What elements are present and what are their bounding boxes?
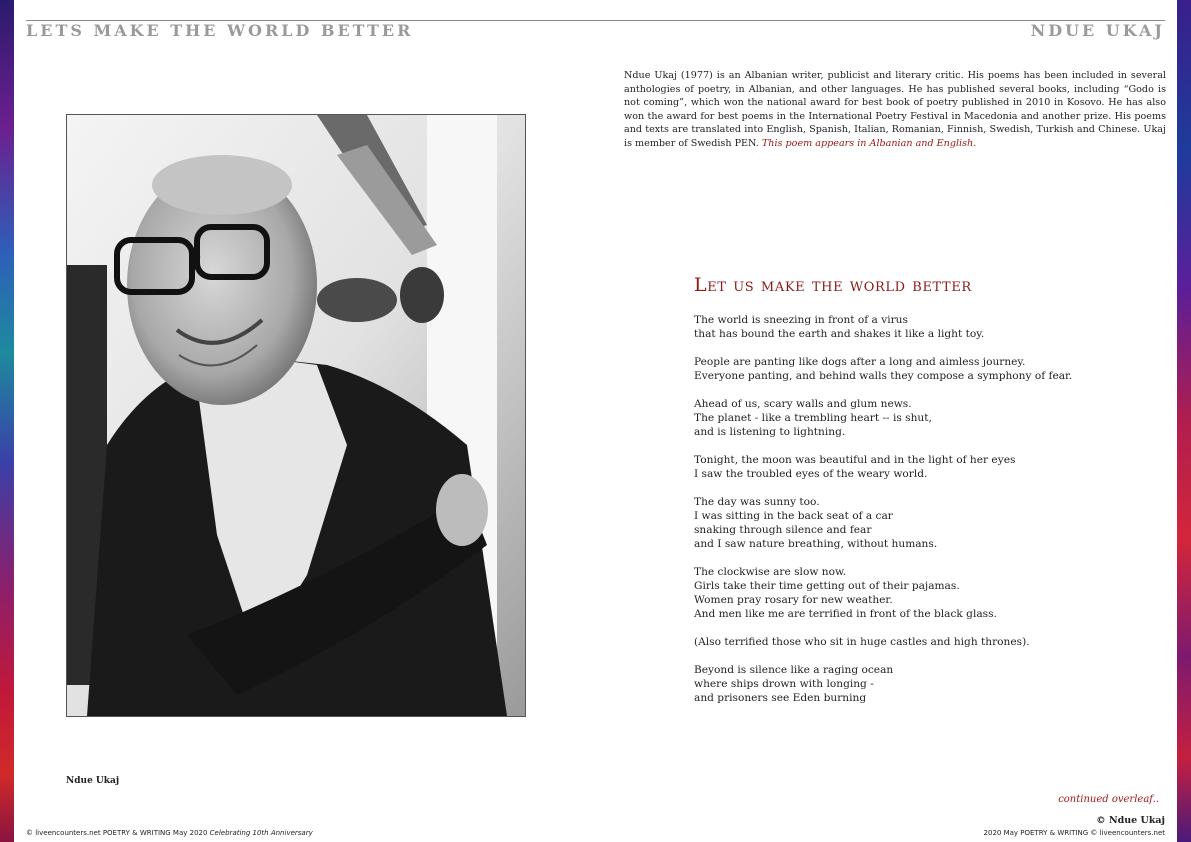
poem-line: I saw the troubled eyes of the weary world. xyxy=(694,468,928,480)
poem-line: The world is sneezing in front of a virus xyxy=(694,314,908,326)
poem-line: (Also terrified those who sit in huge castles and high thrones). xyxy=(694,636,1030,648)
poem-body xyxy=(694,313,1154,719)
magazine-page xyxy=(14,0,1177,842)
poem-line: Beyond is silence like a raging ocean xyxy=(694,664,894,676)
poem-stanza xyxy=(694,495,1154,551)
poem-stanza xyxy=(694,663,1154,705)
poem-line: I was sitting in the back seat of a car xyxy=(694,510,893,522)
poem-line: and is listening to lightning. xyxy=(694,426,846,438)
author-photo xyxy=(66,114,526,717)
portrait-illustration xyxy=(67,115,525,716)
poem-stanza xyxy=(694,453,1154,481)
poem-line: and I saw nature breathing, without humans. xyxy=(694,538,938,550)
poem-line: snaking through silence and fear xyxy=(694,524,872,536)
poem-line: Tonight, the moon was beautiful and in the light of her eyes xyxy=(694,454,1016,466)
poem-line: People are panting like dogs after a long and aimless journey. xyxy=(694,356,1026,368)
poem-stanza xyxy=(694,313,1154,341)
footer-right: 2020 May POETRY & WRITING © liveencounters.net xyxy=(983,829,1165,837)
author-header: NDUE UKAJ xyxy=(1030,21,1165,40)
poem-stanza xyxy=(694,355,1154,383)
author-bio xyxy=(624,69,1166,151)
left-decorative-edge xyxy=(0,0,14,842)
poem-line: The clockwise are slow now. xyxy=(694,566,847,578)
photo-caption: Ndue Ukaj xyxy=(66,776,120,786)
poem-line: and prisoners see Eden burning xyxy=(694,692,867,704)
bio-note: This poem appears in Albanian and English. xyxy=(761,137,977,149)
poem-line: where ships drown with longing - xyxy=(694,678,874,690)
bio-text: Ndue Ukaj (1977) is an Albanian writer, publicist and literary critic. His poems has been included in several anthologies of poetry, in Albanian, and other languages. He has published several books, including “Godo is not coming”, which won the national award for best book of poetry published in 2010 in Kosovo. He has also won the award for best poems in the International Poetry Festival in Macedonia and another prize. His poems and texts are translated into English, Spanish, Italian, Romanian, Finnish, Swedish, Turkish and Chinese. Ukaj is member of Swedish PEN. xyxy=(624,70,1166,149)
poem-line: Everyone panting, and behind walls they compose a symphony of fear. xyxy=(694,370,1073,382)
footer-anniversary: Celebrating 10th Anniversary xyxy=(209,829,313,837)
poem-line: Ahead of us, scary walls and glum news. xyxy=(694,398,912,410)
poem-line: Girls take their time getting out of their pajamas. xyxy=(694,580,960,592)
continued-note: continued overleaf.. xyxy=(1058,794,1159,805)
poem-line: The planet - like a trembling heart -- is shut, xyxy=(694,412,932,424)
running-title: LETS MAKE THE WORLD BETTER xyxy=(26,21,414,40)
poem-line: Women pray rosary for new weather. xyxy=(694,594,893,606)
poem-stanza xyxy=(694,635,1154,649)
copyright-line: © Ndue Ukaj xyxy=(1096,815,1165,826)
poem-line: that has bound the earth and shakes it like a light toy. xyxy=(694,328,985,340)
poem-title: Let us make the world better xyxy=(694,274,972,296)
poem-stanza xyxy=(694,565,1154,621)
footer-left-text: © liveencounters.net POETRY & WRITING May 2020 xyxy=(26,829,210,837)
footer-left xyxy=(26,829,313,837)
right-decorative-edge xyxy=(1177,0,1191,842)
poem-line: And men like me are terrified in front of the black glass. xyxy=(694,608,997,620)
poem-stanza xyxy=(694,397,1154,439)
poem-line: The day was sunny too. xyxy=(694,496,820,508)
